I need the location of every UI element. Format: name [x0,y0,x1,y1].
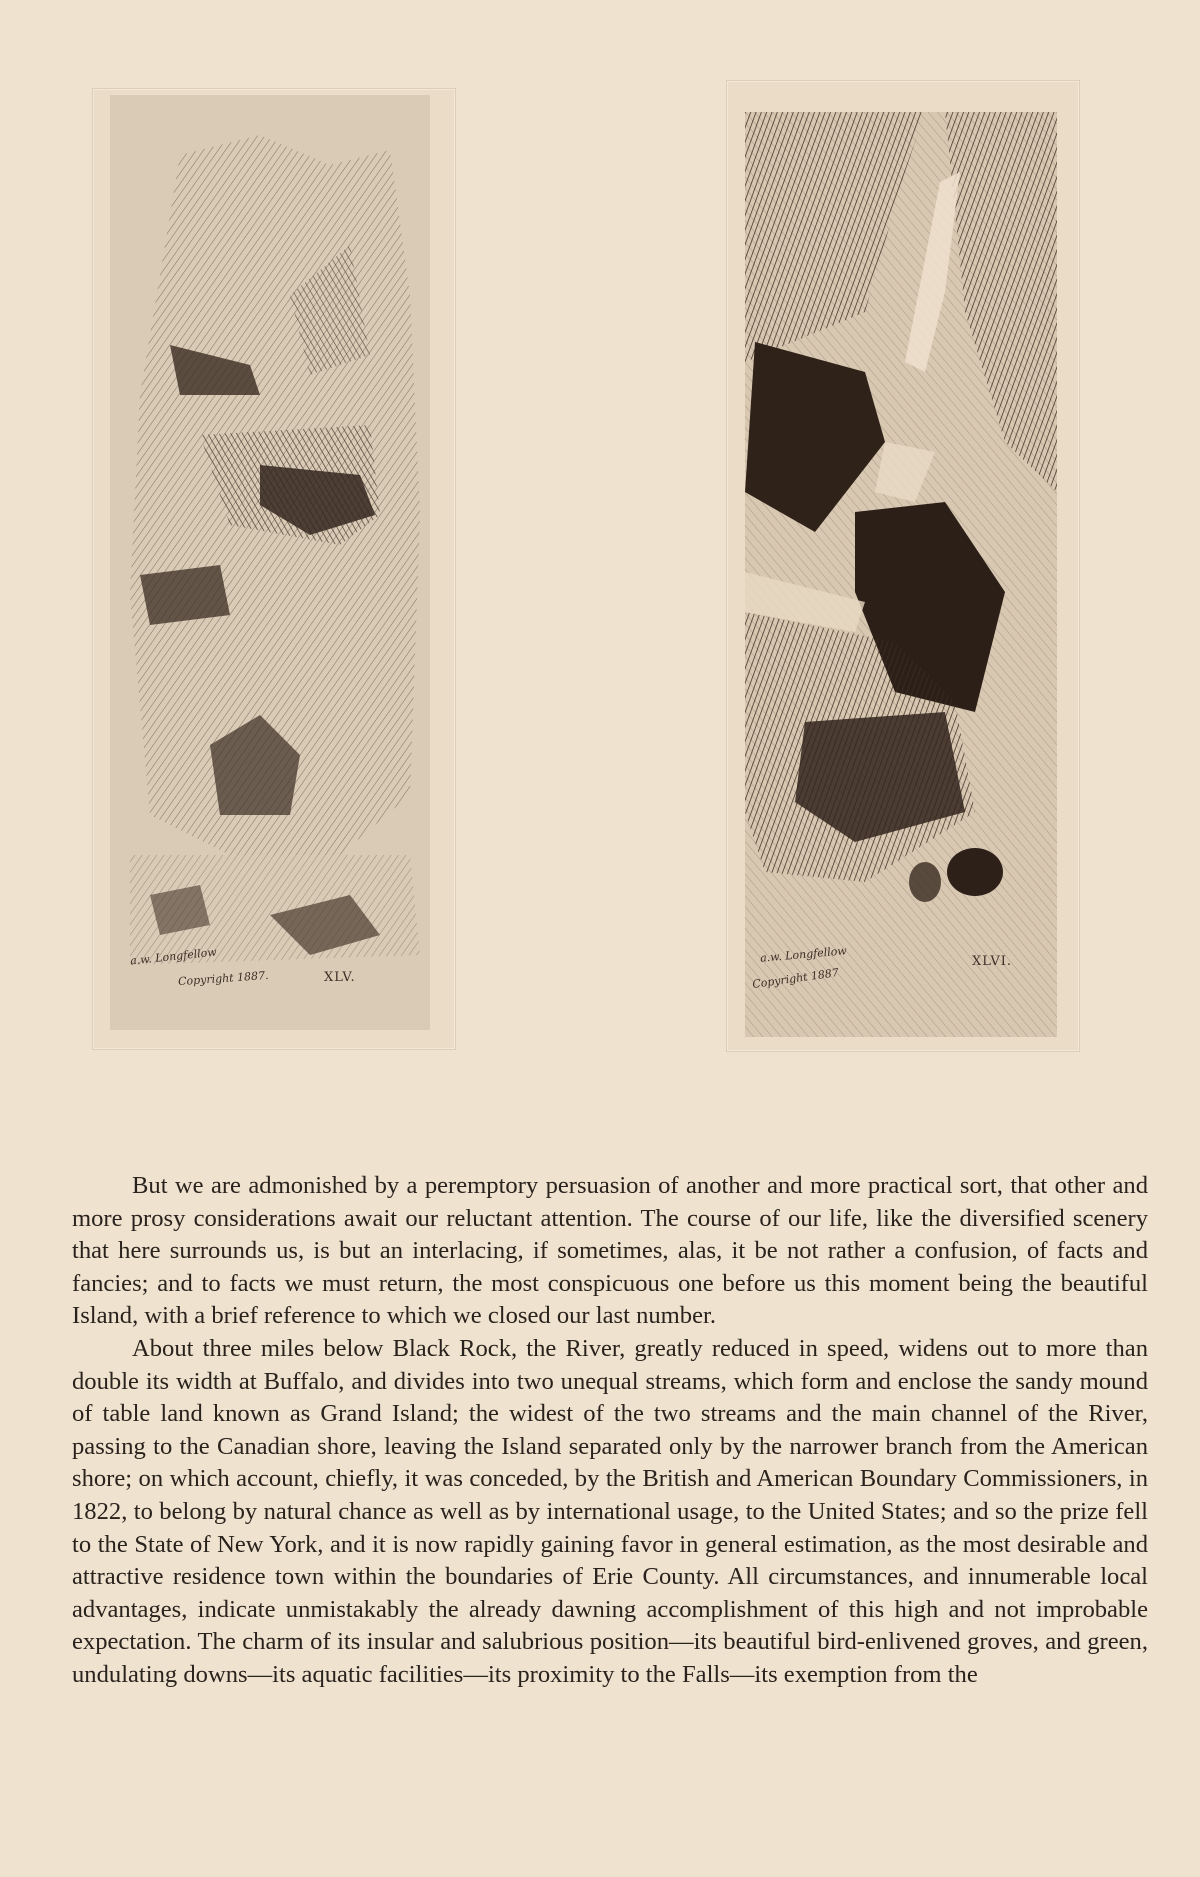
right-plate-numeral: XLVI. [972,954,1013,969]
paragraph-1: But we are admonished by a peremptory persuasion of another and more practical sort, that other and more prosy considerations await our reluctant attention. The course of our life, like the diversified scenery that here surrounds us, is but an interlacing, if sometimes, alas, it be not rather a confusion, of facts and fancies; and to facts we must return, the most conspicuous one before us this moment being the beautiful Island, with a brief reference to which we closed our last number. [72,1172,1148,1330]
etching-right-falls [745,112,1057,1037]
right-plate-signature: a.w. Longfellow [759,944,848,965]
right-plate-copyright: Copyright 1887 [751,966,840,991]
paragraph-2: About three miles below Black Rock, the River, greatly reduced in speed, widens out to more than double its width at Buffalo, and divides into two unequal streams, which form and enclose the sandy mound of table land known as Grand Island; the widest of the two streams and the main channel of the River, passing to the Canadian shore, leaving the Island separated only by the narrower branch from the American shore; on which account, chiefly, it was conceded, by the British and American Boundary Commissioners, in 1822, to belong by natural chance as well as by international usage, to the United States; and so the prize fell to the State of New York, and it is now rapidly gaining favor in general estimation, as the most desirable and attractive residence town within the boundaries of Erie County. All circumstances, and innumerable local advantages, indicate unmistakably the already dawning accomplishment of this high and not improbable expectation. The charm of its insular and salubrious position—its beautiful bird-enlivened groves, and green, undulating downs—its aquatic facilities—its proximity to the Falls—its exemption from the [72,1334,1148,1688]
left-plate-signature: a.w. Longfellow [129,945,218,968]
body-text [72,1170,1148,1692]
etching-left-cliff [110,95,430,1030]
left-plate-numeral: XLV. [324,970,356,985]
left-plate-copyright: Copyright 1887. [177,968,269,989]
